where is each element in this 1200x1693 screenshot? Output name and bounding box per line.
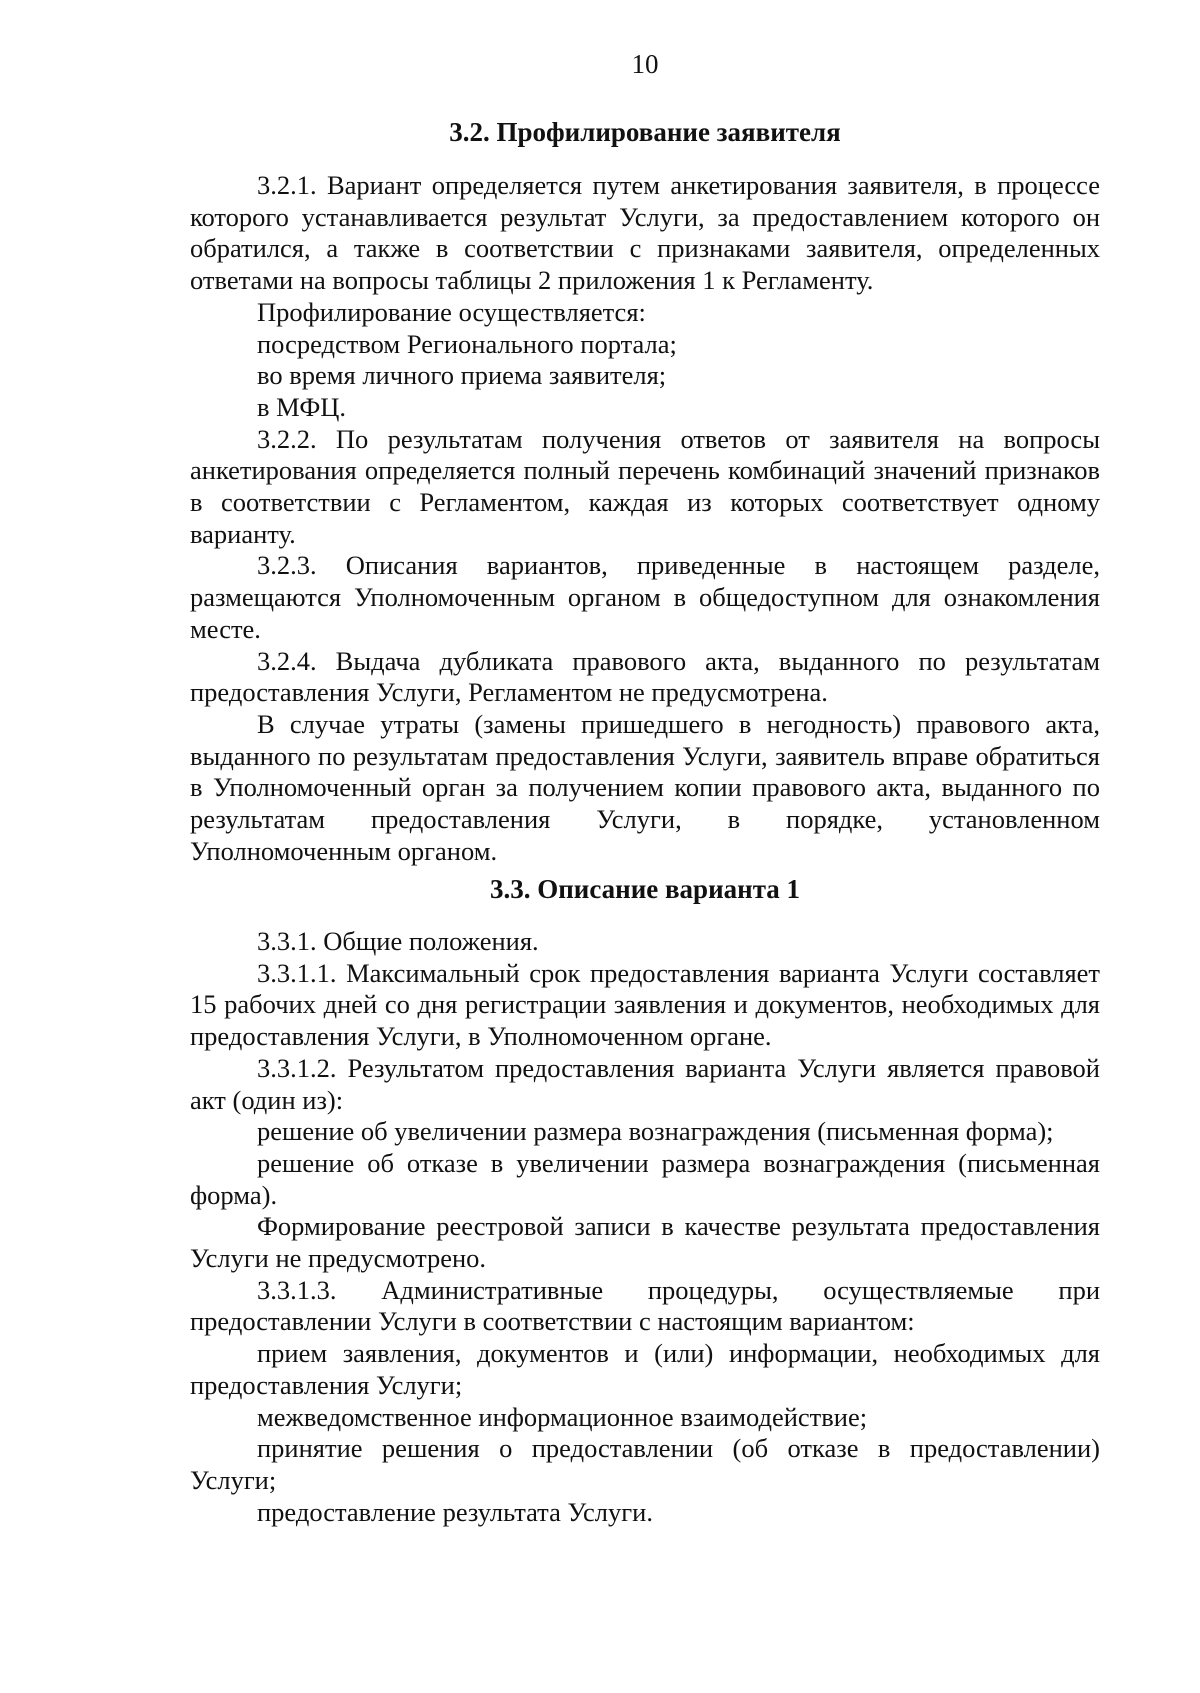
paragraph: 3.2.4. Выдача дубликата правового акта, выданного по результатам предоставления Услуги, Регламентом не предусмотрена.: [190, 645, 1100, 708]
list-item: в МФЦ.: [257, 391, 347, 422]
paragraph: Профилирование осуществляется:: [257, 296, 646, 327]
paragraph: 3.3.1. Общие положения.: [257, 926, 539, 956]
list-item: принятие решения о предоставлении (об отказе в предоставлении) Услуги;: [190, 1433, 1100, 1495]
paragraph: Формирование реестровой записи в качестве результата предоставления Услуги не предусмотрено.: [190, 1211, 1100, 1274]
list-item: предоставление результата Услуги.: [257, 1496, 653, 1527]
paragraph: В случае утраты (замены пришедшего в негодность) правового акта, выданного по результатам предоставления Услуги, заявитель вправе обратиться в Уполномоченный орган за получением копии правового акта, выданного по результатам предоставления Услуги, в порядке, установленном Уполномоченным органом.: [190, 708, 1100, 866]
section-heading-3-3: 3.3. Описание варианта 1: [489, 874, 801, 904]
paragraph: 3.2.2. По результатам получения ответов от заявителя на вопросы анкетирования определяется полный перечень комбинаций значений признаков в соответствии с Регламентом, каждая из которых соответствует одному варианту.: [190, 423, 1100, 549]
list-item: решение об отказе в увеличении размера вознаграждения (письменная форма).: [190, 1147, 1100, 1210]
page-number: 10: [631, 49, 659, 79]
list-item: прием заявления, документов и (или) информации, необходимых для предоставления Услуги;: [190, 1338, 1100, 1400]
paragraph: 3.2.3. Описания вариантов, приведенные в настоящем разделе, размещаются Уполномоченным органом в общедоступном для ознакомления месте.: [190, 550, 1100, 644]
paragraph: 3.3.1.3. Административные процедуры, осуществляемые при предоставлении Услуги в соответствии с настоящим вариантом:: [190, 1274, 1100, 1337]
section-3-3-body: [190, 926, 1100, 1528]
paragraph: 3.3.1.2. Результатом предоставления варианта Услуги является правовой акт (один из):: [190, 1052, 1100, 1115]
section-heading-3-2: 3.2. Профилирование заявителя: [449, 117, 841, 147]
document-page: [190, 0, 1100, 1693]
list-item: решение об увеличении размера вознаграждения (письменная форма);: [257, 1116, 1054, 1147]
paragraph: 3.3.1.1. Максимальный срок предоставления варианта Услуги составляет 15 рабочих дней со дня регистрации заявления и документов, необходимых для предоставления Услуги, в Уполномоченном органе.: [190, 957, 1100, 1052]
section-3-2-body: [190, 170, 1100, 867]
list-item: посредством Регионального портала;: [257, 328, 677, 359]
list-item: межведомственное информационное взаимодействие;: [257, 1401, 868, 1432]
list-item: во время личного приема заявителя;: [257, 360, 667, 391]
paragraph: 3.2.1. Вариант определяется путем анкетирования заявителя, в процессе которого устанавливается результат Услуги, за предоставлением которого он обратился, а также в соответствии с признаками заявителя, определенных ответами на вопросы таблицы 2 приложения 1 к Регламенту.: [190, 170, 1100, 296]
